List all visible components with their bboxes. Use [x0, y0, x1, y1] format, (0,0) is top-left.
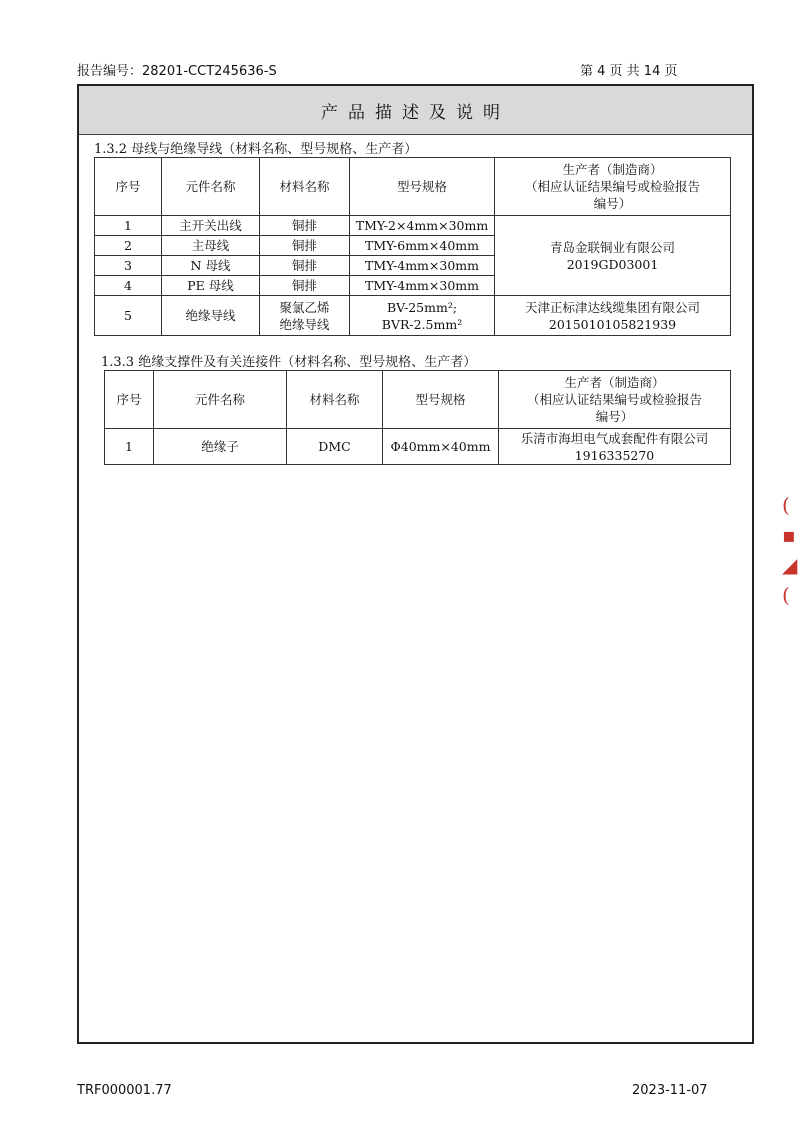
page-title: 产品描述及说明 [79, 86, 752, 135]
cell-no: 5 [95, 296, 162, 336]
col-header-material: 材料名称 [260, 158, 350, 216]
cell-component: N 母线 [162, 256, 260, 276]
producer-header-line1: 生产者（制造商） [564, 375, 665, 390]
table-row [95, 216, 731, 236]
form-number: TRF000001.77 [77, 1083, 172, 1098]
model-line1: BV-25mm²; [386, 299, 458, 315]
table-header-row [105, 371, 731, 429]
busbar-table [94, 157, 731, 336]
cell-component: 主母线 [162, 236, 260, 256]
cell-model [350, 296, 495, 336]
producer-code: 2015010105821939 [548, 316, 677, 332]
cell-component: PE 母线 [162, 276, 260, 296]
cell-model: Φ40mm×40mm [383, 429, 499, 465]
col-header-component: 元件名称 [162, 158, 260, 216]
cell-component: 主开关出线 [162, 216, 260, 236]
cell-material: 铜排 [260, 256, 350, 276]
producer-name: 乐清市海坦电气成套配件有限公司 [520, 430, 709, 446]
col-header-no: 序号 [105, 371, 154, 429]
cell-model: TMY-6mm×40mm [350, 236, 495, 256]
seal-stamp-fragment: ( ▪ ◢ ( [782, 493, 798, 607]
cell-no: 3 [95, 256, 162, 276]
cell-component: 绝缘导线 [162, 296, 260, 336]
page-info: 第 4 页 共 14 页 [580, 64, 678, 79]
table-row [105, 429, 731, 465]
cell-producer [499, 429, 731, 465]
producer-header-line1: 生产者（制造商） [562, 162, 663, 177]
report-number: 报告编号：28201-CCT245636-S [77, 64, 277, 79]
insulator-table [104, 370, 731, 465]
col-header-model: 型号规格 [383, 371, 499, 429]
col-header-producer [499, 371, 731, 429]
col-header-producer [495, 158, 731, 216]
col-header-model: 型号规格 [350, 158, 495, 216]
cell-no: 1 [105, 429, 154, 465]
cell-material [260, 296, 350, 336]
producer-name: 天津正标津达线缆集团有限公司 [524, 299, 700, 315]
content-frame [77, 84, 754, 1044]
material-line2: 绝缘导线 [279, 316, 330, 332]
producer-header-line2: （相应认证结果编号或检验报告 [524, 179, 700, 194]
model-line2: BVR-2.5mm² [381, 316, 463, 332]
cell-material: 铜排 [260, 276, 350, 296]
cell-producer [495, 296, 731, 336]
cell-no: 2 [95, 236, 162, 256]
producer-name: 青岛金联铜业有限公司 [549, 239, 675, 255]
cell-material: 铜排 [260, 216, 350, 236]
table-row [95, 296, 731, 336]
producer-header-line2: （相应认证结果编号或检验报告 [526, 392, 702, 407]
producer-code: 2019GD03001 [566, 256, 659, 272]
col-header-material: 材料名称 [287, 371, 383, 429]
section-2-title: 1.3.3 绝缘支撑件及有关连接件（材料名称、型号规格、生产者） [101, 355, 477, 370]
section-1-title: 1.3.2 母线与绝缘导线（材料名称、型号规格、生产者） [94, 142, 418, 157]
producer-header-line3: 编号） [595, 409, 634, 424]
producer-code: 1916335270 [574, 447, 655, 463]
table-header-row [95, 158, 731, 216]
cell-component: 绝缘子 [154, 429, 287, 465]
report-date: 2023-11-07 [632, 1083, 708, 1098]
material-line1: 聚氯乙烯 [279, 299, 330, 315]
cell-model: TMY-4mm×30mm [350, 276, 495, 296]
cell-material: 铜排 [260, 236, 350, 256]
cell-no: 4 [95, 276, 162, 296]
col-header-component: 元件名称 [154, 371, 287, 429]
cell-producer-group [495, 216, 731, 296]
cell-no: 1 [95, 216, 162, 236]
producer-header-line3: 编号） [593, 196, 632, 211]
cell-material: DMC [287, 429, 383, 465]
col-header-no: 序号 [95, 158, 162, 216]
cell-model: TMY-2×4mm×30mm [350, 216, 495, 236]
cell-model: TMY-4mm×30mm [350, 256, 495, 276]
